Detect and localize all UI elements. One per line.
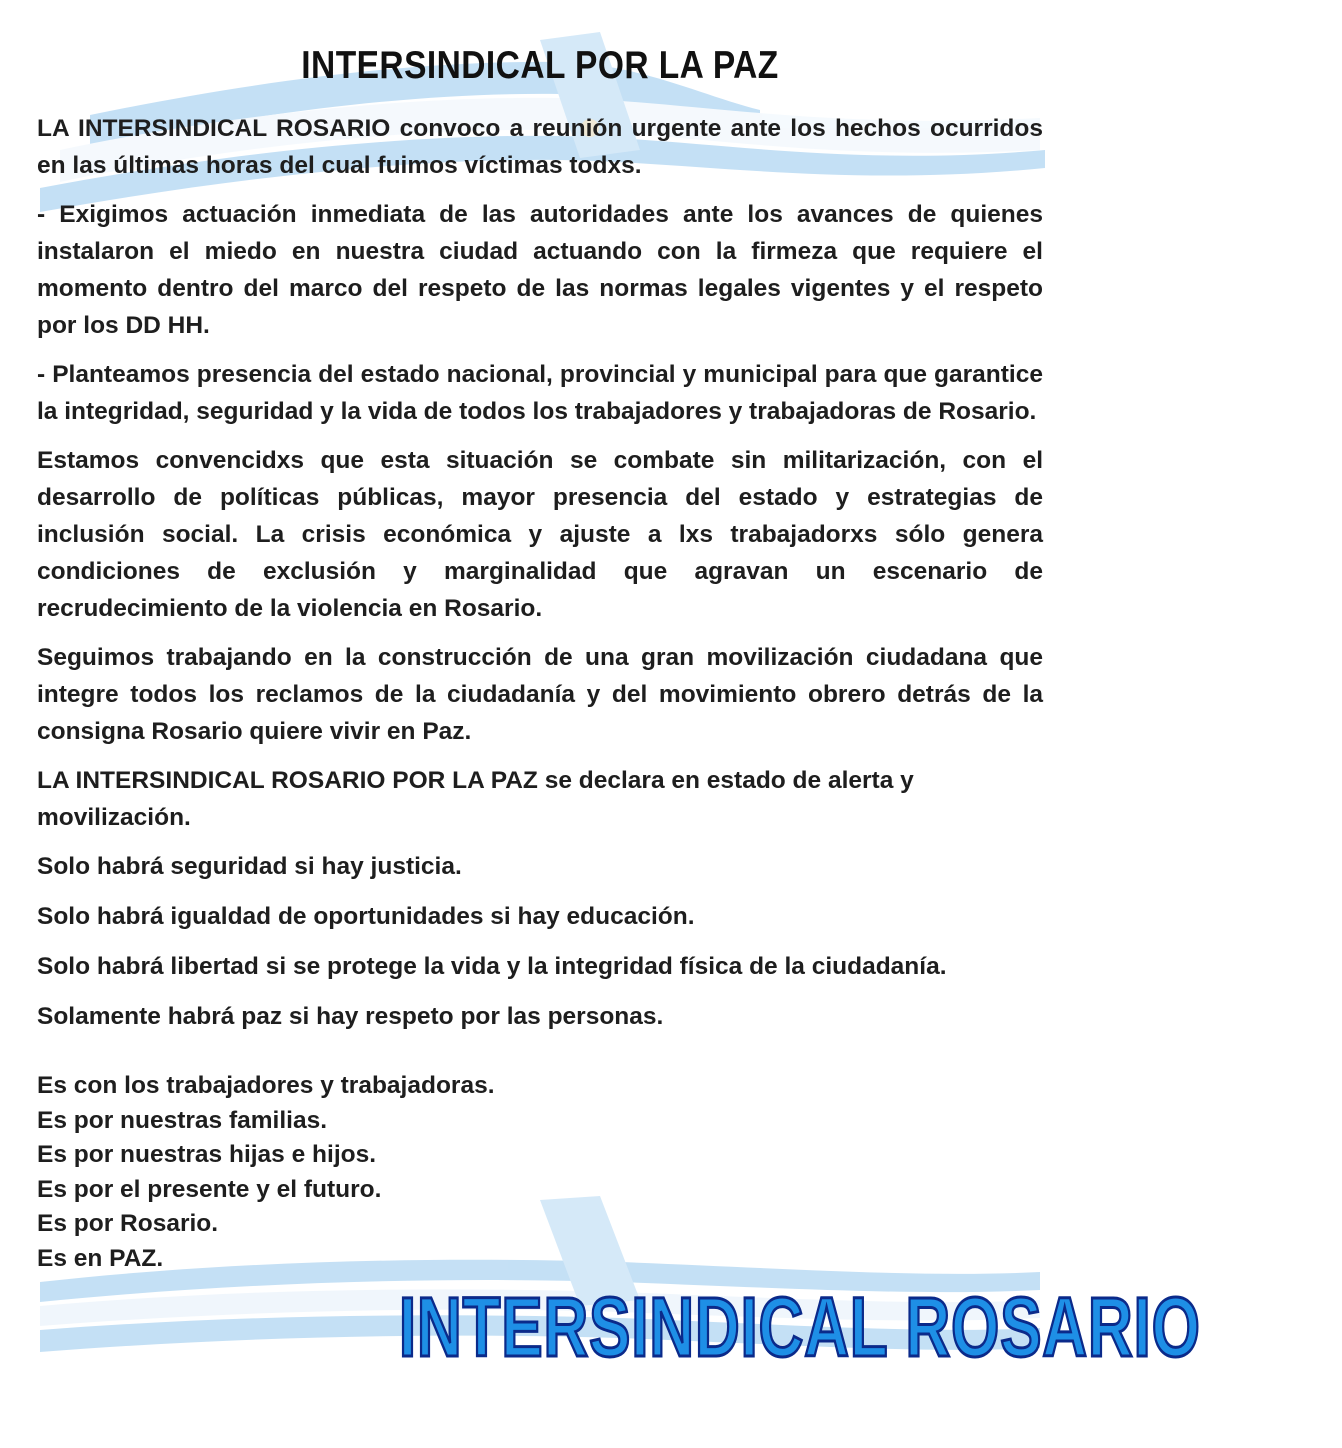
conviction-paragraph: Estamos convencidxs que esta situación se combate sin militarización, con el desarrollo de políticas públicas, mayor presencia del estado y estrategias de inclusión social. La crisis económica y ajuste a lxs trabajadorxs sólo genera condiciones de exclusión y marginalidad que agravan un escenario de recrudecimiento de la violencia en Rosario.: [37, 447, 1043, 622]
closing-list: [37, 1069, 1043, 1276]
statement-line: Solo habrá libertad si se protege la vida y la integridad física de la ciudadanía.: [37, 953, 947, 980]
closing-line: Es por nuestras familias.: [37, 1106, 328, 1134]
communique-body: [37, 110, 1043, 1276]
closing-line: Es por el presente y el futuro.: [37, 1175, 382, 1203]
closing-line: Es por nuestras hijas e hijos.: [37, 1141, 377, 1168]
mobilization-paragraph: Seguimos trabajando en la construcción de una gran movilización ciudadana que integre todos los reclamos de la ciudadanía y del movimiento obrero detrás de la consigna Rosario quiere vivir en Paz.: [37, 644, 1043, 745]
intro-paragraph: [37, 110, 1043, 184]
statement-line: Solo habrá igualdad de oportunidades si hay educación.: [37, 903, 695, 930]
demand-paragraph-1: - Exigimos actuación inmediata de las autoridades ante los avances de quienes instalaron el miedo en nuestra ciudad actuando con la firmeza que requiere el momento dentro del marco del respeto de las normas legales vigentes y el respeto por los DD HH.: [37, 201, 1043, 339]
page-title: INTERSINDICAL POR LA PAZ: [301, 44, 779, 87]
demand-paragraph-2: - Planteamos presencia del estado nacional, provincial y municipal para que garantice la integridad, seguridad y la vida de todos los trabajadores y trabajadoras de Rosario.: [37, 361, 1043, 425]
declaration-paragraph: LA INTERSINDICAL ROSARIO POR LA PAZ se declara en estado de alerta y movilización.: [37, 767, 914, 831]
closing-line: Es con los trabajadores y trabajadoras.: [37, 1072, 495, 1099]
intersindical-rosario-logo: [258, 1272, 1201, 1382]
closing-line: Es por Rosario.: [37, 1210, 219, 1237]
closing-line: Es en PAZ.: [37, 1244, 164, 1272]
statement-line: Solo habrá seguridad si hay justicia.: [37, 853, 462, 880]
intro-text: convoco a reunión urgente ante los hechos ocurridos en las últimas horas del cual fuimos víctimas todxs.: [37, 115, 1043, 179]
statement-line: Solamente habrá paz si hay respeto por las personas.: [37, 1003, 664, 1030]
logo-text: INTERSINDICAL ROSARIO: [398, 1280, 1201, 1374]
intro-organization: LA INTERSINDICAL ROSARIO: [37, 115, 391, 142]
